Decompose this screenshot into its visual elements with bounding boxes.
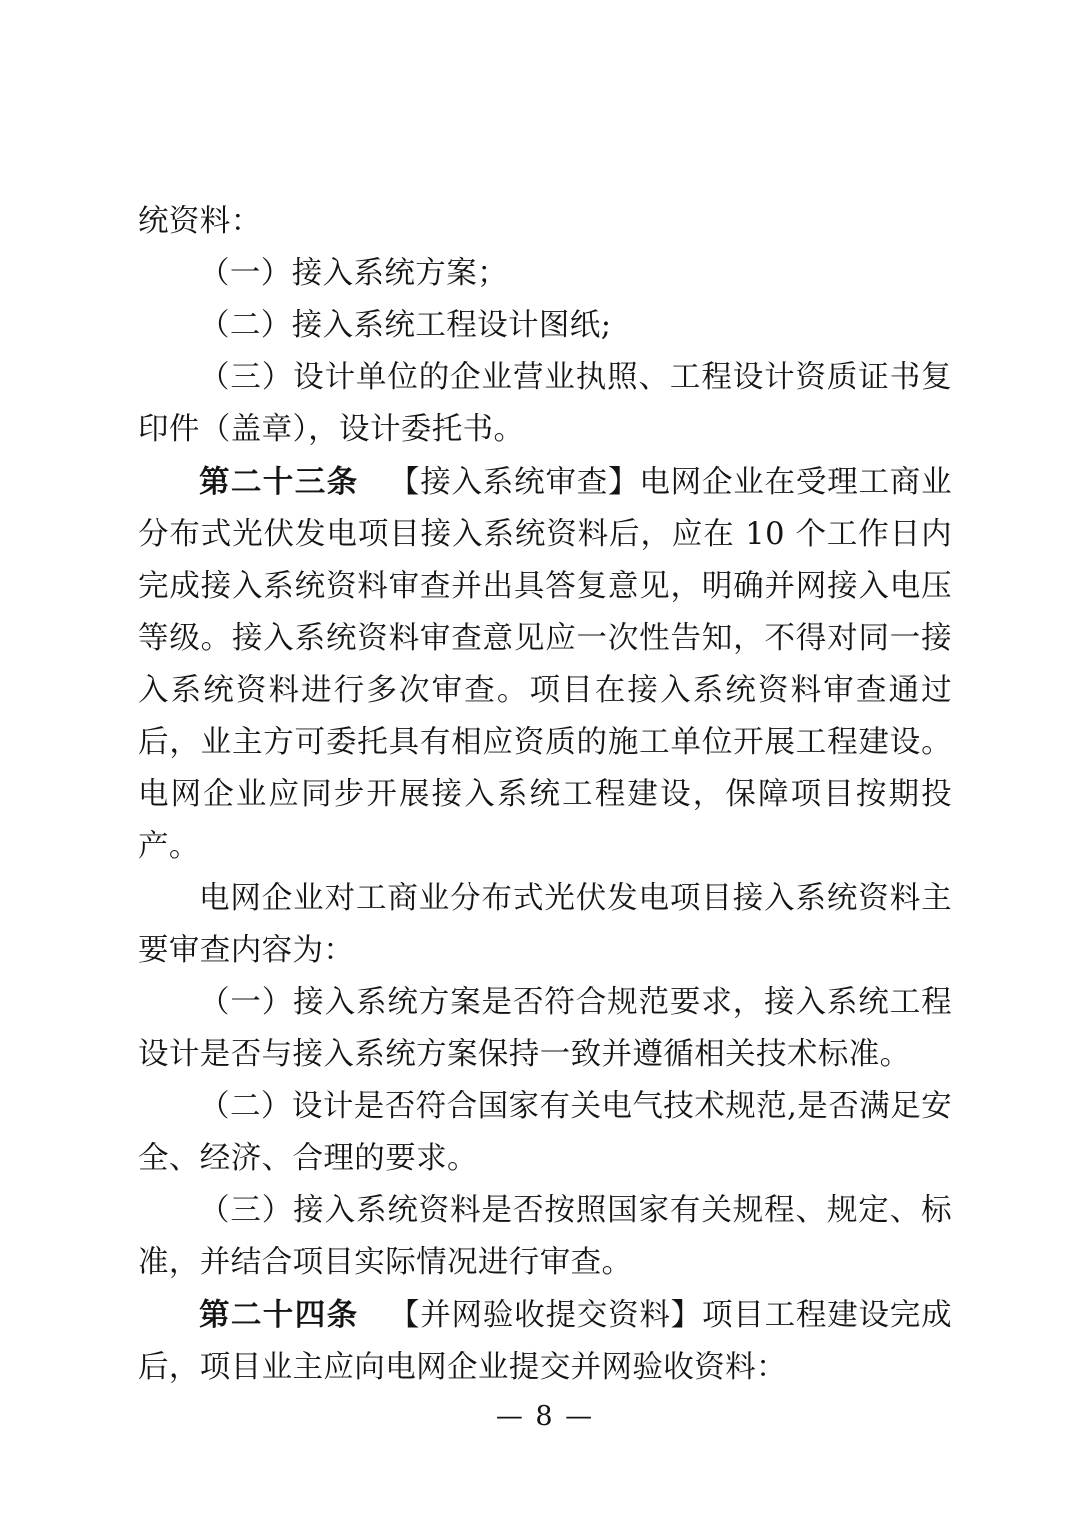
paragraph-text: （三）设计单位的企业营业执照、工程设计资质证书复印件（盖章），设计委托书。 <box>138 360 952 447</box>
article-24 <box>138 1289 952 1394</box>
article-24-text: 【并网验收提交资料】项目工程建设完成后，项目业主应向电网企业提交并网验收资料： <box>138 1298 953 1385</box>
review-item-three <box>138 1185 952 1289</box>
page-number <box>0 1401 1080 1432</box>
list-item-two <box>138 300 952 352</box>
list-item-one <box>138 248 952 300</box>
list-item-three <box>138 352 952 456</box>
paragraph-text: （二）接入系统工程设计图纸; <box>199 308 612 343</box>
review-intro <box>138 873 952 977</box>
paragraph-text: （一）接入系统方案是否符合规范要求，接入系统工程设计是否与接入系统方案保持一致并遵循相关技术标准。 <box>138 985 952 1072</box>
paragraph-continued-line <box>138 196 952 248</box>
paragraph-text: 电网企业对工商业分布式光伏发电项目接入系统资料主要审查内容为： <box>138 881 952 968</box>
paragraph-text: （三）接入系统资料是否按照国家有关规程、规定、标准，并结合项目实际情况进行审查。 <box>138 1193 952 1280</box>
page-number-label: — 8 — <box>495 1401 595 1432</box>
article-23 <box>138 456 952 873</box>
paragraph-text: （一）接入系统方案； <box>199 256 508 291</box>
paragraph-text: （二）设计是否符合国家有关电气技术规范,是否满足安全、经济、合理的要求。 <box>138 1089 952 1176</box>
review-item-two <box>138 1081 952 1185</box>
article-24-heading: 第二十四条 <box>199 1297 359 1333</box>
article-23-text: 【接入系统审查】电网企业在受理工商业分布式光伏发电项目接入系统资料后，应在 10 个工作日内完成接入系统资料审查并出具答复意见，明确并网接入电压等级。接入系统资料审查意见应一次性告知，不得对同一接入系统资料进行多次审查。项目在接入系统资料审查通过后，业主方可委托具有相应资质的施工单位开展工程建设。电网企业应同步开展接入系统工程建设，保障项目按期投产。 <box>138 465 953 864</box>
document-body <box>138 196 952 1394</box>
review-item-one <box>138 977 952 1081</box>
article-23-heading: 第二十三条 <box>199 464 359 500</box>
paragraph-text: 统资料： <box>138 204 262 239</box>
